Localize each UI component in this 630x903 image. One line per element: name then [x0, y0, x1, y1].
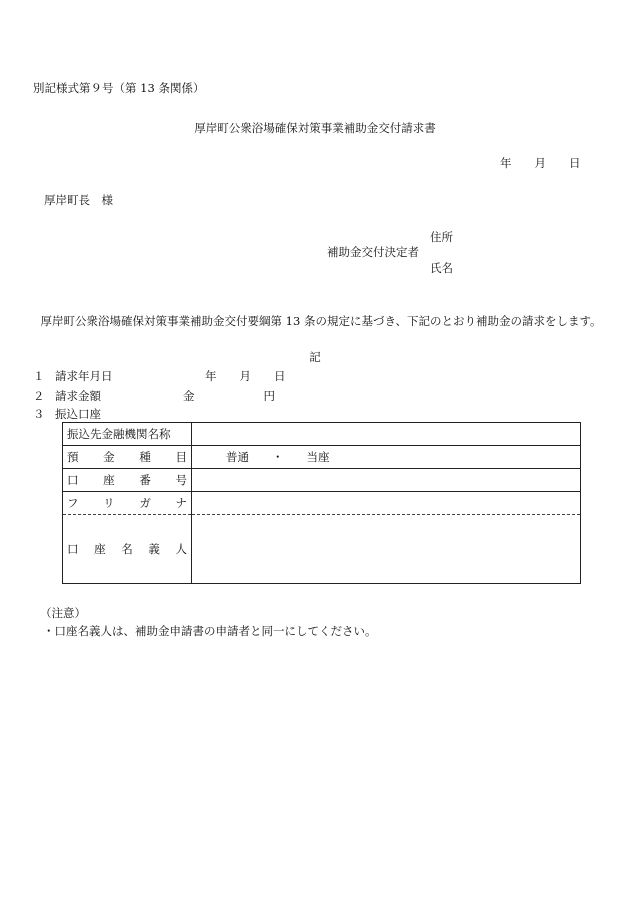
account-holder-field[interactable]: [192, 515, 581, 584]
body-text: 厚岸町公衆浴場確保対策事業補助金交付要綱第 13 条の規定に基づき、下記のとおり補助金の請求をします。: [29, 314, 602, 328]
address-label: 住所: [430, 230, 453, 244]
deposit-type-label: 預 金 種 目: [63, 446, 192, 469]
item-claim-date: [33, 369, 113, 383]
bank-name-field[interactable]: [192, 423, 581, 446]
table-row: [63, 492, 581, 515]
deposit-type-field[interactable]: [192, 446, 581, 469]
item-claim-amount: [33, 389, 101, 403]
table-row: [63, 423, 581, 446]
form-number: 別記様式第９号（第 13 条関係）: [33, 81, 205, 95]
table-row: [63, 469, 581, 492]
furigana-field[interactable]: [192, 492, 581, 515]
item-label: 請求年月日: [55, 369, 113, 383]
item-number: １: [33, 369, 45, 383]
notes-title: （注意）: [40, 606, 86, 620]
applicant-role: 補助金交付決定者: [327, 245, 419, 259]
item-number: ２: [33, 389, 45, 403]
item-label: 振込口座: [55, 407, 101, 421]
notes-item: ・口座名義人は、補助金申請書の申請者と同一にしてください。: [43, 624, 377, 638]
ki-heading: 記: [309, 350, 321, 364]
item-label: 請求金額: [55, 389, 101, 403]
date-line: 年 月 日: [500, 156, 581, 170]
bank-account-table: [62, 422, 581, 584]
table-row: [63, 515, 581, 584]
furigana-label: フ リ ガ ナ: [63, 492, 192, 515]
account-number-field[interactable]: [192, 469, 581, 492]
name-label: 氏名: [430, 261, 453, 275]
account-holder-label: 口 座 名 義 人: [63, 515, 192, 584]
bank-name-label: 振込先金融機関名称: [63, 423, 192, 446]
document-title: 厚岸町公衆浴場確保対策事業補助金交付請求書: [194, 121, 436, 135]
claim-amount-value: 金 円: [183, 389, 275, 403]
item-number: ３: [33, 407, 45, 421]
table-row: [63, 446, 581, 469]
account-number-label: 口 座 番 号: [63, 469, 192, 492]
item-transfer-account: [33, 407, 101, 421]
addressee: 厚岸町長 様: [44, 193, 113, 207]
claim-date-value: 年 月 日: [205, 369, 286, 383]
deposit-type-options: 普通 ・ 当座: [226, 450, 330, 464]
